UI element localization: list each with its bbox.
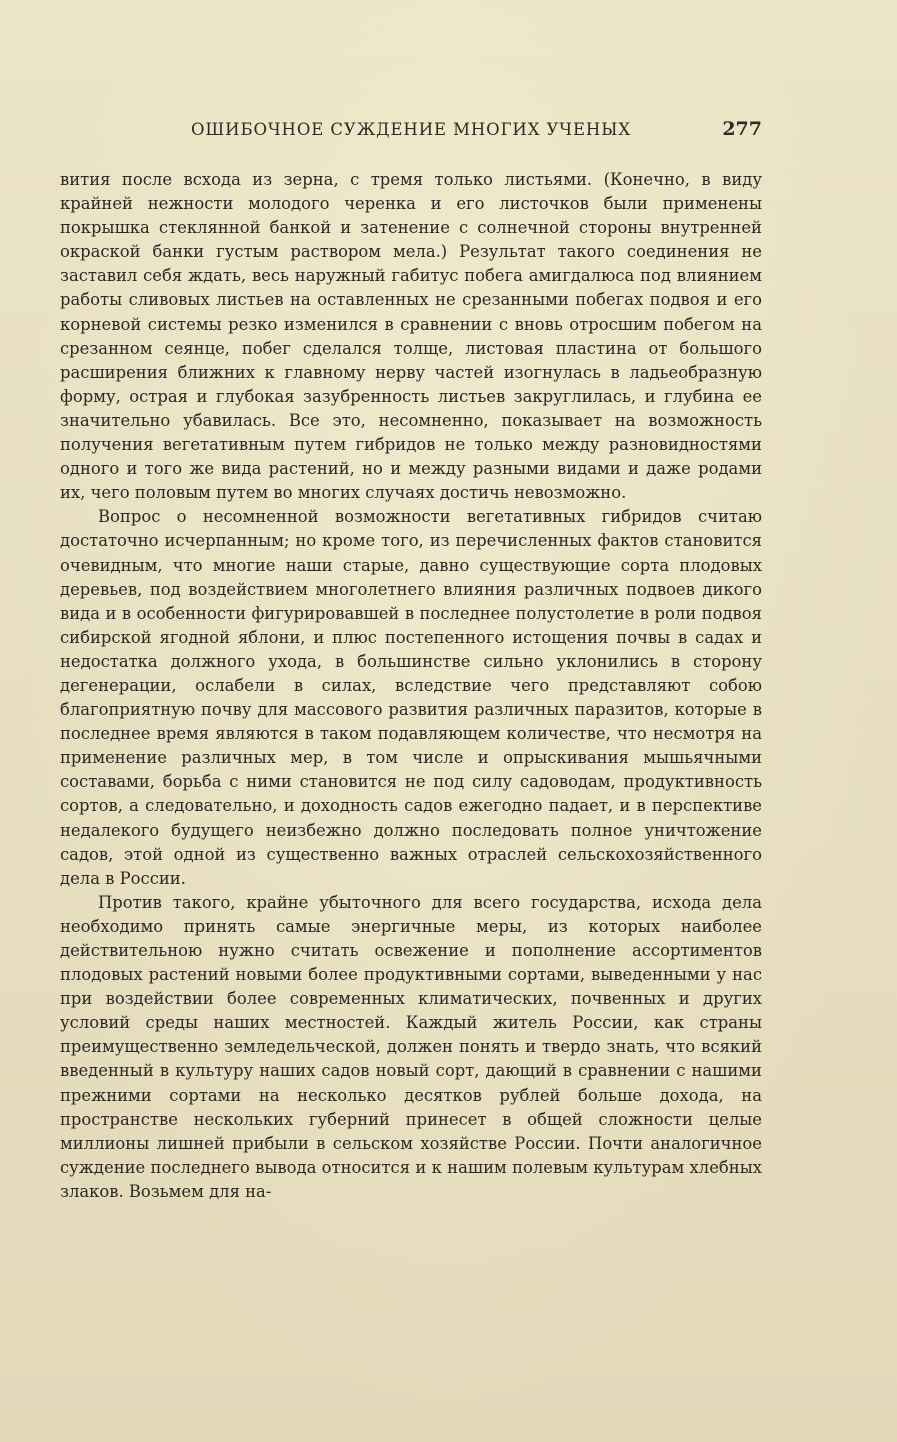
running-title: ОШИБОЧНОЕ СУЖДЕНИЕ МНОГИХ УЧЕНЫХ: [191, 120, 631, 139]
paragraph: Вопрос о несомненной возможности вегетативных гибридов считаю достаточно исчерпанным; но кроме того, из перечисленных фактов становится очевидным, что многие наши старые, давно существующие сорта плодовых деревьев, под воздействием многолетнего влияния различных подвоев дикого вида и в особенности фигурировавшей в последнее полустолетие в роли подвоя сибирской ягодной яблони, и плюс постепенного истощения почвы в садах и недостатка должного ухода, в большинстве сильно уклонились в сторону дегенерации, ослабели в силах, вследствие чего представляют собою благоприятную почву для массового развития различных паразитов, которые в последнее время являются в таком подавляющем количестве, что несмотря на применение различных мер, в том числе и опрыскивания мышьячными составами, борьба с ними становится не под силу садоводам, продуктивность сортов, а следовательно, и доходность садов ежегодно падает, и в перспективе недалекого будущего неизбежно должно последовать полное уничтожение садов, этой одной из существенно важных отраслей сельскохозяйственного дела в России.: [60, 507, 762, 888]
body-text: [60, 168, 762, 1204]
page-header: [60, 120, 762, 146]
paragraph: Против такого, крайне убыточного для всего государства, исхода дела необходимо принять самые энергичные меры, из которых наиболее действительною нужно считать освежение и пополнение ассортиментов плодовых растений новыми более продуктивными сортами, выведенными у нас при воздействии более современных климатических, почвенных и других условий среды наших местностей. Каждый житель России, как страны преимущественно земледельческой, должен понять и твердо знать, что всякий введенный в культуру наших садов новый сорт, дающий в сравнении с нашими прежними сортами на несколько десятков рублей больше дохода, на пространстве нескольких губерний принесет в общей сложности целые миллионы лишней прибыли в сельском хозяйстве России. Почти аналогичное суждение последнего вывода относится и к нашим полевым культурам хлебных злаков. Возьмем для на-: [60, 892, 762, 1201]
paragraph-continuation: вития после всхода из зерна, с тремя только листьями. (Конечно, в виду крайней нежности молодого черенка и его листочков были применены покрышка стеклянной банкой и затенение с солнечной стороны внутренней окраской банки густым раствором мела.) Результат такого соединения не заставил себя ждать, весь наружный габитус побега амигдалюса под влиянием работы сливовых листьев на оставленных не срезанными побегах подвоя и его корневой системы резко изменился в сравнении с вновь отросшим побегом на срезанном сеянце, побег сделался толще, листовая пластина от большого расширения ближних к главному нерву частей изогнулась в ладьеобразную форму, острая и глубокая зазубренность листьев закруглилась, и глубина ее значительно убавилась. Все это, несомненно, показывает на возможность получения вегетативным путем гибридов не только между разновидностями одного и того же вида растений, но и между разными видами и даже родами их, чего половым путем во многих случаях достичь невозможно.: [60, 170, 762, 503]
page-number: 277: [722, 118, 762, 140]
